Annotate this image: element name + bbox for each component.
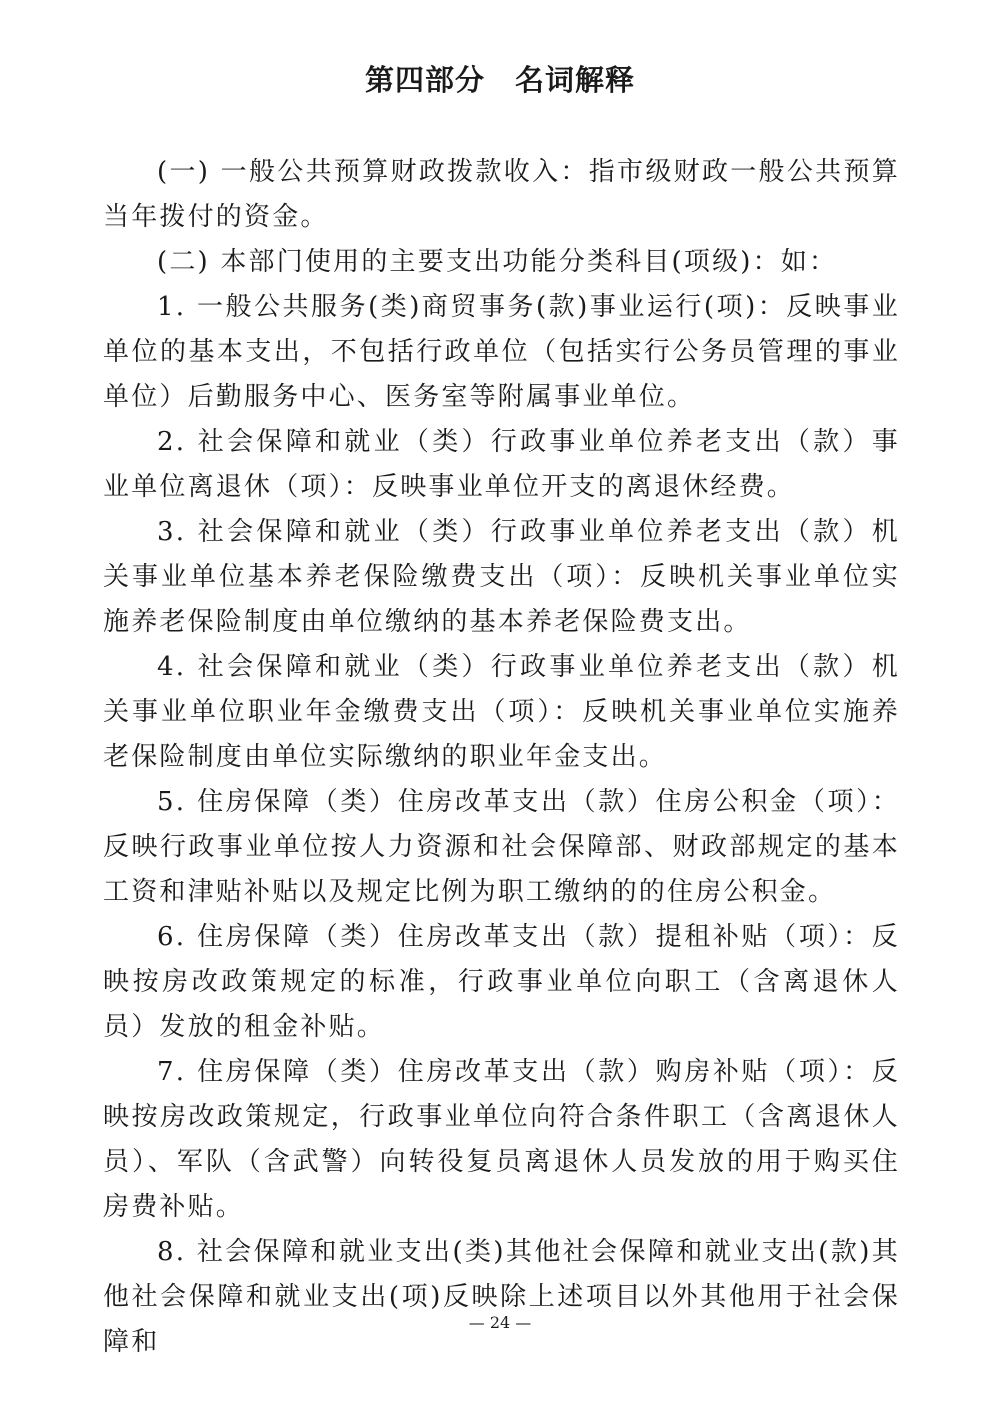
paragraph-7: 5. 住房保障（类）住房改革支出（款）住房公积金（项）：反映行政事业单位按人力资源和社会保障部、财政部规定的基本工资和津贴补贴以及规定比例为职工缴纳的的住房公积金。 [103,787,900,907]
paragraph-3: 1. 一般公共服务(类)商贸事务(款)事业运行(项)：反映事业单位的基本支出，不包括行政单位（包括实行公务员管理的事业单位）后勤服务中心、医务室等附属事业单位。 [103,292,900,412]
paragraph-8: 6. 住房保障（类）住房改革支出（款）提租补贴（项）：反映按房改政策规定的标准，行政事业单位向职工（含离退休人员）发放的租金补贴。 [103,922,900,1042]
paragraph-6: 4. 社会保障和就业（类）行政事业单位养老支出（款）机关事业单位职业年金缴费支出（项）：反映机关事业单位实施养老保险制度由单位实际缴纳的职业年金支出。 [103,652,900,772]
paragraph-4: 2. 社会保障和就业（类）行政事业单位养老支出（款）事业单位离退休（项）：反映事业单位开支的离退休经费。 [103,427,900,502]
page-number: — 24 — [468,1313,532,1332]
paragraph-5: 3. 社会保障和就业（类）行政事业单位养老支出（款）机关事业单位基本养老保险缴费支出（项）：反映机关事业单位实施养老保险制度由单位缴纳的基本养老保险费支出。 [103,517,900,637]
document-body [103,150,900,1365]
paragraph-10: 8. 社会保障和就业支出(类)其他社会保障和就业支出(款)其他社会保障和就业支出(项)反映除上述项目以外其他用于社会保障和 [103,1237,900,1357]
page-title: 第四部分 名词解释 [364,63,635,97]
paragraph-1: (一) 一般公共预算财政拨款收入：指市级财政一般公共预算当年拨付的资金。 [103,157,900,232]
paragraph-9: 7. 住房保障（类）住房改革支出（款）购房补贴（项）：反映按房改政策规定，行政事业单位向符合条件职工（含离退休人员）、军队（含武警）向转役复员离退休人员发放的用于购买住房费补贴。 [103,1057,900,1222]
paragraph-2: (二) 本部门使用的主要支出功能分类科目(项级)：如： [157,247,838,277]
